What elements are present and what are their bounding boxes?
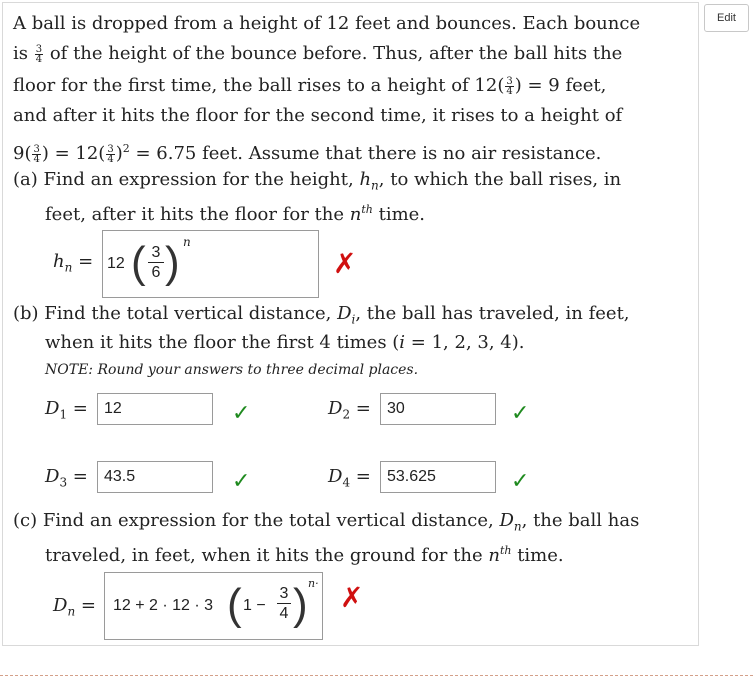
intro-text: = 6.75 feet. Assume that there is no air resistance. xyxy=(135,143,602,164)
fraction-num: 3 xyxy=(506,75,513,87)
intro-line-3 xyxy=(13,74,606,98)
fraction-den: 4 xyxy=(35,53,43,65)
sub: 3 xyxy=(59,475,68,490)
sub: 2 xyxy=(342,407,351,422)
exponent: 2 xyxy=(122,142,130,155)
var-D: D xyxy=(328,398,343,419)
d2-input[interactable]: 30 xyxy=(380,393,496,425)
fraction-num: 3 xyxy=(33,143,40,155)
part-a-line-2 xyxy=(45,198,425,227)
sub-n: n xyxy=(64,260,73,275)
part-b-text: = 1, 2, 3, 4). xyxy=(410,332,525,353)
part-c-text: traveled, in feet, when it hits the ground for the xyxy=(45,545,483,566)
part-b-text: (b) Find the total vertical distance, xyxy=(13,303,332,324)
nth-n: n xyxy=(349,204,362,225)
part-b-line-1 xyxy=(13,302,630,332)
intro-text: is xyxy=(13,43,28,64)
fraction-num: 3 xyxy=(107,143,114,155)
d3-label: $D_3$ = xyxy=(45,466,88,490)
part-c-text: , the ball has xyxy=(521,510,640,531)
part-a-text: feet, after it hits the floor for the xyxy=(45,204,345,225)
right-paren: ) xyxy=(165,238,180,287)
intro-text: ) = 9 feet, xyxy=(514,75,607,96)
nth-n: n xyxy=(488,545,500,566)
part-b-line-2 xyxy=(45,331,524,355)
var-D: D xyxy=(45,398,60,419)
var-D: D xyxy=(53,595,68,616)
answer-c-text: 12 + 2 · 12 · 3 xyxy=(113,597,214,614)
sub-n: n xyxy=(67,604,76,619)
answer-c-den: 4 xyxy=(279,605,289,622)
fraction xyxy=(32,145,40,164)
answer-a-fraction xyxy=(148,243,164,283)
part-b-text: , the ball has traveled, in feet, xyxy=(355,303,630,324)
nth-th: th xyxy=(499,544,512,557)
sub-n: n xyxy=(513,519,522,534)
part-c-text: time. xyxy=(517,545,564,566)
answer-a-num: 3 xyxy=(148,243,164,263)
fraction-den: 4 xyxy=(107,153,114,165)
incorrect-mark-icon: ✗ xyxy=(340,581,364,614)
intro-text: of the height of the bounce before. Thus, after the ball hits the xyxy=(49,43,623,64)
sub-i: i xyxy=(351,312,356,327)
edit-button[interactable]: Edit xyxy=(704,4,749,32)
intro-text: floor for the first time, the ball rises to a height of 12( xyxy=(13,75,505,96)
sub: 1 xyxy=(59,407,68,422)
part-c-line-1 xyxy=(13,509,639,539)
answer-a-coef: 12 xyxy=(107,255,125,272)
part-c-line-2 xyxy=(45,539,564,568)
intro-line-1: A ball is dropped from a height of 12 feet and bounces. Each bounce xyxy=(13,13,641,34)
intro-line-5: 9( $\frac{3}{4}$ ) = 12( $\frac{3}{4}$ )$^2$ = 6.75 feet. Assume that there is no air resistance. xyxy=(13,142,602,165)
var-D: D xyxy=(328,466,343,487)
correct-mark-icon: ✓ xyxy=(232,401,251,426)
d-n-label: $D_n$ = xyxy=(53,595,96,619)
intro-text: 9( xyxy=(13,143,32,164)
answer-c-num: 3 xyxy=(277,584,291,604)
fraction xyxy=(106,145,114,164)
answer-a-den: 6 xyxy=(151,264,161,281)
part-c-text: (c) Find an expression for the total vertical distance, xyxy=(13,510,494,531)
note-label: NOTE: xyxy=(45,362,94,378)
d1-input[interactable]: 12 xyxy=(97,393,213,425)
h-n-label xyxy=(53,250,93,280)
answer-a-exp: n xyxy=(183,235,191,249)
note-text: Round your answers to three decimal places. xyxy=(97,362,419,378)
intro-line-4: and after it hits the floor for the second time, it rises to a height of xyxy=(13,105,623,126)
fraction-den: 4 xyxy=(33,153,40,165)
d2-label: $D_2$ = xyxy=(328,398,371,422)
part-a-text: time. xyxy=(378,204,426,225)
part-a-line-1 xyxy=(13,168,621,198)
fraction-den: 4 xyxy=(506,85,513,97)
d4-input[interactable]: 53.625 xyxy=(380,461,496,493)
equals-sign: = xyxy=(78,251,94,272)
d3-input[interactable]: 43.5 xyxy=(97,461,213,493)
part-b-text: when it hits the floor the first 4 times ( xyxy=(45,332,400,353)
var-h: h xyxy=(359,169,372,190)
answer-c-inner: 1 − xyxy=(243,597,266,614)
var-D: D xyxy=(337,303,352,324)
var-D: D xyxy=(45,466,60,487)
d4-label: $D_4$ = xyxy=(328,466,371,490)
correct-mark-icon: ✓ xyxy=(511,401,530,426)
answer-c-exp: n· xyxy=(308,577,319,590)
var-i: i xyxy=(399,332,406,353)
intro-line-2 xyxy=(13,42,622,66)
correct-mark-icon: ✓ xyxy=(511,469,530,494)
var-h: h xyxy=(53,251,65,272)
divider xyxy=(0,675,753,676)
var-D: D xyxy=(499,510,514,531)
nth-th: th xyxy=(361,203,373,216)
intro-text: ) = 12( xyxy=(41,143,106,164)
part-a-text: (a) Find an expression for the height, xyxy=(13,169,354,190)
incorrect-mark-icon: ✗ xyxy=(333,247,357,280)
answer-c-fraction xyxy=(277,584,291,624)
answer-a-input[interactable] xyxy=(102,230,319,298)
sub: 4 xyxy=(342,475,351,490)
part-a-text: , to which the ball rises, in xyxy=(378,169,622,190)
fraction-num: 3 xyxy=(35,43,43,55)
fraction xyxy=(505,77,513,96)
d1-label: $D_1$ = xyxy=(45,398,88,422)
right-paren: ) xyxy=(293,580,308,629)
sub-n: n xyxy=(371,178,379,193)
correct-mark-icon: ✓ xyxy=(232,469,251,494)
fraction xyxy=(35,45,43,64)
note xyxy=(45,358,418,382)
answer-c-input[interactable] xyxy=(104,572,323,640)
left-paren: ( xyxy=(131,238,146,287)
left-paren: ( xyxy=(227,580,242,629)
